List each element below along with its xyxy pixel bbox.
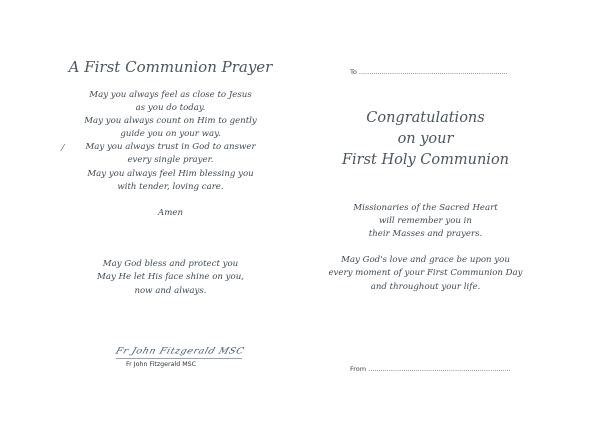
left-panel	[43, 30, 298, 404]
from-field[interactable]: From .....................................................................	[350, 365, 511, 373]
missionaries-line: their Masses and prayers.	[368, 229, 483, 240]
prayer-line: May you always feel as close to Jesus	[89, 90, 252, 100]
prayer-line: with tender, loving care.	[117, 181, 224, 192]
congrats-line: on your	[397, 131, 454, 147]
signature-line	[116, 358, 242, 359]
missionaries-line: will remember you in	[379, 216, 472, 227]
grace-line: May God's love and grace be upon you	[341, 255, 510, 265]
congrats-line: First Holy Communion	[341, 152, 510, 168]
prayer-line: May you always trust in God to answer	[85, 142, 256, 153]
prayer-text	[43, 89, 298, 194]
handwritten-signature: Fr John Fitzgerald MSC	[114, 346, 246, 357]
signature-name: Fr John Fitzgerald MSC	[126, 361, 197, 368]
congrats-line: Congratulations	[366, 110, 485, 126]
pen-mark: ⁄	[62, 144, 64, 154]
blessing-line: May He let His face shine on you,	[97, 272, 244, 283]
grace-text	[298, 254, 553, 294]
prayer-title: A First Communion Prayer	[68, 58, 273, 76]
amen-text: Amen	[158, 208, 183, 218]
to-field[interactable]: To ........................................................................	[350, 68, 508, 76]
grace-line: and throughout your life.	[370, 281, 481, 292]
prayer-line: May you always feel Him blessing you	[87, 168, 254, 179]
prayer-line: May you always count on Him to gently	[84, 116, 257, 127]
missionaries-line: Missionaries of the Sacred Heart	[353, 203, 498, 213]
missionaries-text	[298, 202, 553, 242]
blessing-text	[43, 258, 298, 298]
prayer-line: every single prayer.	[127, 155, 214, 166]
blessing-line: now and always.	[134, 285, 207, 296]
communion-card	[43, 30, 553, 404]
congratulations-heading	[298, 108, 553, 171]
blessing-line: May God bless and protect you	[102, 259, 239, 269]
prayer-line: as you do today.	[135, 103, 206, 114]
right-panel	[298, 30, 553, 404]
prayer-line: guide you on your way.	[120, 129, 221, 140]
grace-line: every moment of your First Communion Day	[328, 268, 523, 279]
signature-block	[116, 346, 246, 368]
